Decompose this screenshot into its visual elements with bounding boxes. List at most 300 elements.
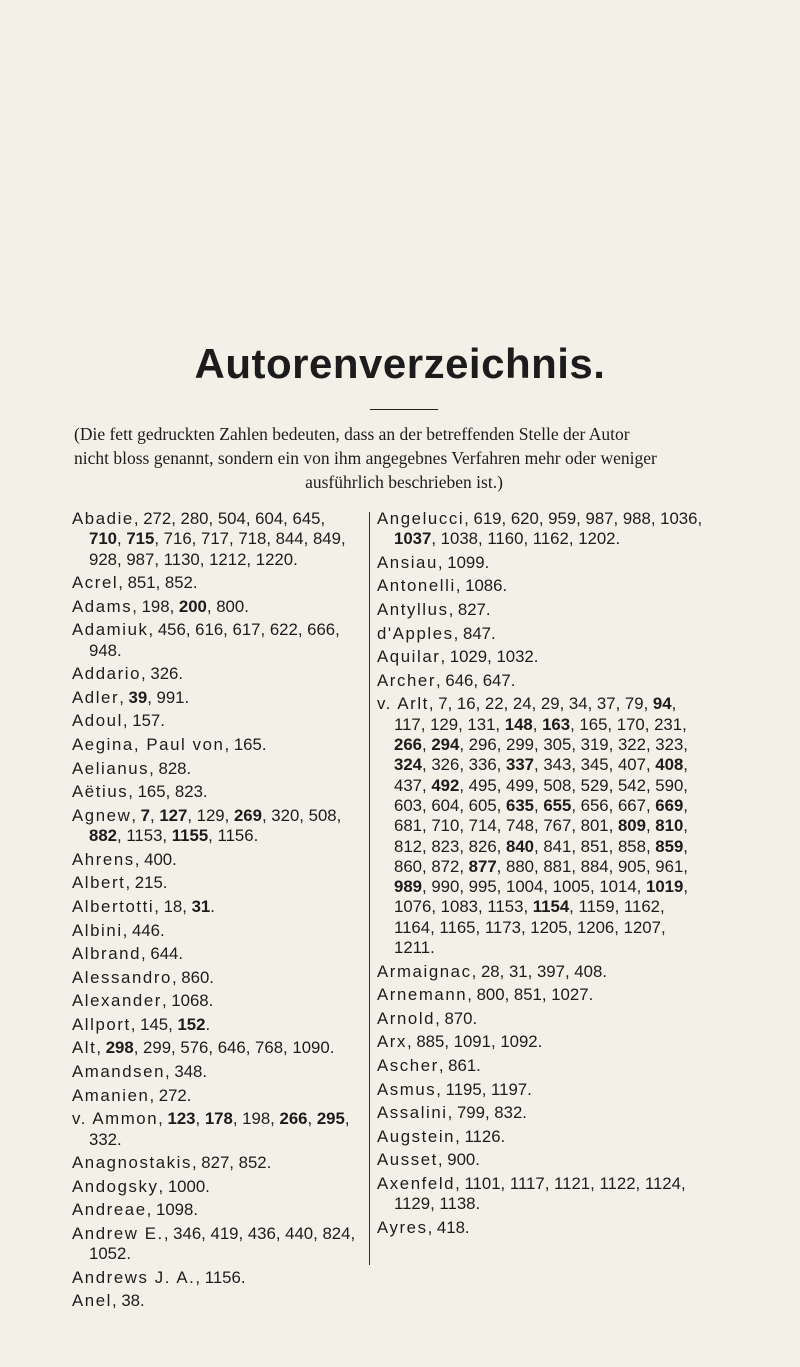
page-ref: 495 bbox=[468, 775, 497, 795]
page-ref: 129 bbox=[430, 714, 459, 734]
page-ref: 1153 bbox=[487, 897, 524, 917]
page-ref: 34 bbox=[568, 694, 588, 714]
index-entry: Amanien, 272. bbox=[72, 1085, 192, 1105]
index-entry: Adamiuk, 456, 616, 617, 622, 666, 948. bbox=[72, 620, 340, 660]
author-name: Alessandro bbox=[72, 967, 172, 987]
page-ref: 885 bbox=[416, 1032, 445, 1052]
author-name: Alexander bbox=[72, 991, 162, 1011]
page-ref: 1195 bbox=[445, 1079, 482, 1099]
page-ref-bold: 1037 bbox=[394, 529, 432, 549]
page-ref-bold: 148 bbox=[504, 714, 533, 734]
page-ref-bold: 810 bbox=[655, 816, 684, 836]
page-ref: 16 bbox=[456, 694, 476, 714]
author-name: Adoul bbox=[72, 711, 123, 731]
page-ref: 508 bbox=[543, 775, 572, 795]
page-ref: 884 bbox=[580, 856, 609, 876]
author-name: Archer bbox=[377, 670, 437, 690]
index-column-left bbox=[72, 509, 362, 1315]
page-ref: 1202 bbox=[578, 529, 616, 549]
page-ref: 117 bbox=[394, 714, 421, 734]
page-ref-bold: 152 bbox=[177, 1014, 206, 1034]
page-ref: 619 bbox=[473, 509, 502, 528]
author-name: Aquilar bbox=[377, 647, 441, 667]
page-ref: 446 bbox=[131, 920, 160, 940]
page-ref: 299 bbox=[143, 1038, 172, 1058]
page-ref: 995 bbox=[468, 877, 497, 897]
page-ref-bold: 123 bbox=[167, 1109, 196, 1129]
author-name: Assalini bbox=[377, 1103, 448, 1123]
page-ref: 800 bbox=[476, 985, 505, 1005]
author-name: Abadie bbox=[72, 509, 134, 528]
page-ref-bold: 127 bbox=[159, 805, 188, 825]
page-ref: 768 bbox=[255, 1038, 284, 1058]
page-ref-bold: 492 bbox=[431, 775, 460, 795]
page-ref: 991 bbox=[156, 687, 185, 707]
page-ref: 1027 bbox=[551, 985, 589, 1005]
page-ref: 616 bbox=[195, 620, 224, 640]
page-ref: 332 bbox=[89, 1129, 117, 1149]
index-entry: Adler, 39, 991. bbox=[72, 687, 190, 707]
index-entry: Anel, 38. bbox=[72, 1291, 145, 1311]
page-ref: 647 bbox=[482, 670, 511, 690]
page-ref: 37 bbox=[596, 694, 616, 714]
index-entry: Ansiau, 1099. bbox=[377, 552, 490, 572]
page-ref: 1156 bbox=[204, 1267, 241, 1287]
page-ref-bold: 31 bbox=[191, 896, 211, 916]
page-ref: 1206 bbox=[576, 917, 615, 937]
page-ref-bold: 266 bbox=[279, 1109, 308, 1129]
page-ref: 827 bbox=[457, 600, 486, 620]
page-ref: 990 bbox=[431, 877, 460, 897]
page-ref: 748 bbox=[505, 816, 534, 836]
page-ref: 272 bbox=[143, 509, 172, 528]
page-ref-bold: 408 bbox=[655, 755, 684, 775]
author-name: Ansiau bbox=[377, 552, 438, 572]
index-entry: Anagnostakis, 827, 852. bbox=[72, 1153, 272, 1173]
page-ref: 1162 bbox=[623, 897, 661, 917]
index-entry: Armaignac, 28, 31, 397, 408. bbox=[377, 961, 607, 981]
page-ref: 1138 bbox=[439, 1194, 476, 1214]
author-name: Adamiuk bbox=[72, 620, 149, 640]
page-ref: 326 bbox=[150, 664, 179, 684]
page-ref: 1162 bbox=[532, 529, 569, 549]
page-ref: 1036 bbox=[660, 509, 698, 528]
page-ref: 1197 bbox=[491, 1079, 528, 1099]
page-ref-bold: 294 bbox=[431, 735, 460, 755]
page-ref: 499 bbox=[505, 775, 534, 795]
page-ref: 529 bbox=[580, 775, 609, 795]
author-name: Andrews J. A. bbox=[72, 1267, 196, 1287]
page-ref: 436 bbox=[247, 1223, 276, 1243]
author-name: Amandsen bbox=[72, 1062, 166, 1082]
page-ref: 844 bbox=[275, 529, 304, 549]
page-ref-bold: 178 bbox=[204, 1109, 233, 1129]
author-name: Anel bbox=[72, 1291, 112, 1311]
page-ref: 1165 bbox=[439, 917, 476, 937]
index-entry: Addario, 326. bbox=[72, 664, 184, 684]
author-name: Ahrens bbox=[72, 849, 135, 869]
index-entry: Antyllus, 827. bbox=[377, 600, 491, 620]
page-ref: 604 bbox=[255, 509, 284, 528]
page-ref: 1121 bbox=[554, 1173, 591, 1193]
author-name: Anagnostakis bbox=[72, 1153, 192, 1173]
page-ref: 959 bbox=[548, 509, 577, 528]
page-ref: 1083 bbox=[440, 897, 479, 917]
index-entry: Angelucci, 619, 620, 959, 987, 988, 1036, 1037, 1038, 1160, 1162, 1202. bbox=[377, 509, 703, 549]
page-ref: 961 bbox=[655, 856, 684, 876]
page-ref: 165 bbox=[137, 782, 166, 802]
author-name: Arnemann bbox=[377, 985, 468, 1005]
index-entry: Adams, 198, 200, 800. bbox=[72, 596, 249, 616]
author-name: Albini bbox=[72, 920, 123, 940]
author-name: d'Apples bbox=[377, 623, 454, 643]
page-ref: 1014 bbox=[599, 877, 637, 897]
page-ref: 714 bbox=[468, 816, 497, 836]
author-name: Axenfeld bbox=[377, 1173, 456, 1193]
page-ref: 1156 bbox=[217, 826, 254, 846]
index-entry: Arnold, 870. bbox=[377, 1008, 478, 1028]
page-ref: 408 bbox=[574, 961, 603, 981]
page-ref: 987 bbox=[585, 509, 614, 528]
page-ref-bold: 635 bbox=[505, 795, 534, 815]
page-ref: 851 bbox=[580, 836, 609, 856]
page-ref: 419 bbox=[210, 1223, 239, 1243]
page-ref: 852 bbox=[164, 573, 193, 593]
title-rule bbox=[370, 409, 438, 410]
author-name: Armaignac bbox=[377, 961, 472, 981]
author-name: Adler bbox=[72, 687, 120, 707]
page-ref: 812 bbox=[394, 836, 422, 856]
page-title: Autorenverzeichnis. bbox=[194, 340, 606, 387]
page-ref: 860 bbox=[394, 856, 422, 876]
author-name: Adams bbox=[72, 596, 133, 616]
page-ref: 18 bbox=[163, 896, 183, 916]
page-ref: 198 bbox=[242, 1109, 271, 1129]
page-ref: 826 bbox=[468, 836, 497, 856]
page-ref: 1004 bbox=[505, 877, 544, 897]
page-ref: 542 bbox=[617, 775, 646, 795]
page-ref: 767 bbox=[543, 816, 572, 836]
page-ref-bold: 809 bbox=[617, 816, 646, 836]
page-ref: 165 bbox=[233, 735, 262, 755]
index-entry: Albini, 446. bbox=[72, 920, 165, 940]
page-ref: 1099 bbox=[447, 552, 485, 572]
author-name: Ausset bbox=[377, 1150, 438, 1170]
index-entry: Alexander, 1068. bbox=[72, 991, 214, 1011]
page-ref: 198 bbox=[141, 596, 170, 616]
author-name: Aegina, Paul von bbox=[72, 735, 225, 755]
author-name: Arx bbox=[377, 1032, 407, 1052]
author-name: Antyllus bbox=[377, 600, 449, 620]
page-ref: 1052 bbox=[89, 1244, 127, 1264]
page-ref: 7 bbox=[438, 694, 448, 714]
page-ref: 872 bbox=[431, 856, 460, 876]
author-name: Augstein bbox=[377, 1126, 456, 1146]
page-ref: 827 bbox=[201, 1153, 230, 1173]
author-name: Aëtius bbox=[72, 782, 129, 802]
author-name: Aelianus bbox=[72, 758, 150, 778]
page-ref: 345 bbox=[580, 755, 609, 775]
page-ref: 22 bbox=[484, 694, 504, 714]
page-ref: 1032 bbox=[496, 647, 534, 667]
page-ref: 343 bbox=[543, 755, 572, 775]
page-ref: 851 bbox=[127, 573, 156, 593]
page-ref: 1211 bbox=[394, 938, 431, 958]
page-ref: 215 bbox=[134, 873, 163, 893]
page-ref: 1098 bbox=[155, 1200, 194, 1220]
author-name: Acrel bbox=[72, 573, 119, 593]
index-entry: Aëtius, 165, 823. bbox=[72, 782, 208, 802]
index-entry: Albertotti, 18, 31. bbox=[72, 896, 215, 916]
page-ref: 1153 bbox=[126, 826, 163, 846]
page-ref: 832 bbox=[494, 1103, 523, 1123]
page-ref: 129 bbox=[196, 805, 225, 825]
index-entry: Assalini, 799, 832. bbox=[377, 1103, 527, 1123]
intro-line-2: nicht bloss genannt, sondern ein von ihm angegebnes Verfahren mehr oder weniger bbox=[74, 448, 657, 468]
page-ref: 437 bbox=[394, 775, 422, 795]
author-name: Andrew E. bbox=[72, 1223, 164, 1243]
page-ref: 31 bbox=[508, 961, 528, 981]
page-ref: 646 bbox=[445, 670, 474, 690]
page-ref: 1212 bbox=[209, 549, 247, 569]
page-ref: 928 bbox=[89, 549, 117, 569]
index-entry: Andreae, 1098. bbox=[72, 1200, 198, 1220]
page-ref: 1005 bbox=[552, 877, 590, 897]
author-name: Amanien bbox=[72, 1085, 150, 1105]
page-ref: 131 bbox=[467, 714, 496, 734]
page-ref-bold: 295 bbox=[316, 1109, 345, 1129]
author-name: Andogsky bbox=[72, 1176, 159, 1196]
page-ref-bold: 269 bbox=[233, 805, 262, 825]
author-name: Angelucci bbox=[377, 509, 465, 528]
page-ref: 605 bbox=[468, 795, 497, 815]
index-entry: Archer, 646, 647. bbox=[377, 670, 516, 690]
page-ref: 800 bbox=[216, 596, 245, 616]
index-entry: v. Ammon, 123, 178, 198, 266, 295, 332. bbox=[72, 1109, 350, 1149]
index-entry: Ausset, 900. bbox=[377, 1150, 480, 1170]
page-ref-bold: 298 bbox=[105, 1038, 134, 1058]
page-ref: 456 bbox=[157, 620, 186, 640]
page-ref: 828 bbox=[158, 758, 187, 778]
index-entry: Agnew, 7, 127, 129, 269, 320, 508, 882, 1153, 1155, 1156. bbox=[72, 805, 342, 846]
page-ref: 1122 bbox=[599, 1173, 636, 1193]
index-entry: Albrand, 644. bbox=[72, 944, 184, 964]
page-ref: 881 bbox=[543, 856, 572, 876]
page-ref: 1091 bbox=[453, 1032, 491, 1052]
index-entry: Aquilar, 1029, 1032. bbox=[377, 647, 539, 667]
page-ref: 718 bbox=[238, 529, 267, 549]
page-ref: 508 bbox=[308, 805, 337, 825]
intro-line-1: (Die fett gedruckten Zahlen bedeuten, dass an der betreffenden Stelle der Autor bbox=[74, 424, 630, 444]
index-entry: Andrews J. A., 1156. bbox=[72, 1267, 246, 1287]
page-ref: 305 bbox=[543, 735, 572, 755]
page-ref-bold: 1155 bbox=[171, 826, 209, 846]
author-name: Andreae bbox=[72, 1200, 147, 1220]
page-ref-bold: 655 bbox=[543, 795, 572, 815]
page-ref: 1130 bbox=[163, 549, 200, 569]
index-entry: Ahrens, 400. bbox=[72, 849, 177, 869]
page-ref: 710 bbox=[431, 816, 460, 836]
index-entry: Allport, 145, 152. bbox=[72, 1014, 211, 1034]
author-name: Albertotti bbox=[72, 896, 155, 916]
page-ref: 1159 bbox=[578, 897, 615, 917]
page-ref: 841 bbox=[543, 836, 572, 856]
page-ref: 603 bbox=[394, 795, 422, 815]
page-ref: 948 bbox=[89, 640, 117, 660]
index-entry: Antonelli, 1086. bbox=[377, 576, 508, 596]
page-ref: 38 bbox=[121, 1291, 140, 1311]
page-ref-bold: 1019 bbox=[646, 877, 684, 897]
page-ref: 590 bbox=[655, 775, 684, 795]
index-entry: Albert, 215. bbox=[72, 873, 168, 893]
page-ref: 322 bbox=[617, 735, 646, 755]
index-entry: Axenfeld, 1101, 1117, 1121, 1122, 1124, 1129, 1138. bbox=[377, 1173, 686, 1214]
index-entry: v. Arlt, 7, 16, 22, 24, 29, 34, 37, 79, 94, 117, 129, 131, 148, 163, 165, 170, 231, 266, 294, 296, 299, 305, 319, 322, 323, 324, 326, 336, 337, 343, 345, 407, 408, 437, 492, 495, 499, 508, 529, 542, 590, 603, 604, 605, 635, 655, 656, 667, 669, 681, 710, 714, 748, 767, 801, 809, 810, 812, 823, 826, 840, 841, 851, 858, 859, 860, 872, 877, 880, 881, 884, 905, 961, 989, 990, 995, 1004, 1005, 1014, 1019, 1076, 1083, 1153, 1154, 1159, 1162, 1164, 1165, 1173, 1205, 1206, 1207, 1211. bbox=[377, 694, 689, 958]
page-ref: 900 bbox=[447, 1150, 476, 1170]
page-ref-bold: 324 bbox=[394, 755, 422, 775]
page-ref-bold: 7 bbox=[140, 805, 150, 825]
page-ref: 644 bbox=[150, 944, 179, 964]
page-ref: 1038 bbox=[440, 529, 479, 549]
column-divider bbox=[369, 512, 370, 1265]
page-ref-bold: 715 bbox=[126, 529, 155, 549]
page-ref: 681 bbox=[394, 816, 422, 836]
page-ref: 157 bbox=[132, 711, 161, 731]
page-ref: 987 bbox=[126, 549, 155, 569]
page-ref-bold: 266 bbox=[394, 735, 422, 755]
index-entry: Arx, 885, 1091, 1092. bbox=[377, 1032, 543, 1052]
index-entry: Augstein, 1126. bbox=[377, 1126, 506, 1146]
page-ref: 620 bbox=[510, 509, 539, 528]
author-name: Addario bbox=[72, 664, 142, 684]
page-ref: 1076 bbox=[394, 897, 432, 917]
page-ref: 656 bbox=[580, 795, 609, 815]
page-ref: 1092 bbox=[500, 1032, 538, 1052]
page-ref: 397 bbox=[536, 961, 565, 981]
page-ref: 617 bbox=[232, 620, 261, 640]
page-ref: 905 bbox=[617, 856, 646, 876]
page-ref: 852 bbox=[238, 1153, 267, 1173]
page-ref: 849 bbox=[312, 529, 341, 549]
index-entry: Andrew E., 346, 419, 436, 440, 824, 1052. bbox=[72, 1223, 356, 1264]
page-ref: 323 bbox=[655, 735, 684, 755]
page-ref: 326 bbox=[431, 755, 460, 775]
page-ref: 870 bbox=[444, 1008, 473, 1028]
author-name: Antonelli bbox=[377, 576, 456, 596]
page-ref-bold: 337 bbox=[505, 755, 534, 775]
page-ref: 346 bbox=[173, 1223, 202, 1243]
index-entry: Aelianus, 828. bbox=[72, 758, 192, 778]
page-ref: 1068 bbox=[171, 991, 209, 1011]
author-name: v. Ammon bbox=[72, 1109, 159, 1129]
page-ref: 861 bbox=[448, 1055, 477, 1075]
author-name: Asmus bbox=[377, 1079, 437, 1099]
page-ref-bold: 840 bbox=[505, 836, 534, 856]
page-ref: 504 bbox=[217, 509, 246, 528]
index-entry: Abadie, 272, 280, 504, 604, 645, 710, 715, 716, 717, 718, 844, 849, 928, 987, 1130, 1212, 1220. bbox=[72, 509, 346, 569]
page-ref: 320 bbox=[271, 805, 300, 825]
page-ref: 824 bbox=[322, 1223, 351, 1243]
page-ref-bold: 859 bbox=[655, 836, 684, 856]
index-entry: Arnemann, 800, 851, 1027. bbox=[377, 985, 594, 1005]
page-ref: 348 bbox=[174, 1062, 203, 1082]
page-ref: 296 bbox=[468, 735, 497, 755]
index-entry: Alt, 298, 299, 576, 646, 768, 1090. bbox=[72, 1038, 335, 1058]
page-ref: 1129 bbox=[394, 1194, 431, 1214]
index-entry: Aegina, Paul von, 165. bbox=[72, 735, 267, 755]
page-ref: 880 bbox=[505, 856, 534, 876]
page-ref: 1220 bbox=[255, 549, 294, 569]
intro-note bbox=[74, 422, 734, 494]
index-entry: Acrel, 851, 852. bbox=[72, 573, 198, 593]
page-ref-bold: 1154 bbox=[532, 897, 570, 917]
page-ref: 1086 bbox=[465, 576, 503, 596]
page-ref: 145 bbox=[140, 1014, 169, 1034]
index-entry: Adoul, 157. bbox=[72, 711, 165, 731]
page-ref: 1126 bbox=[464, 1126, 501, 1146]
index-entry: Andogsky, 1000. bbox=[72, 1176, 210, 1196]
page-ref: 860 bbox=[181, 967, 210, 987]
page-ref: 799 bbox=[456, 1103, 485, 1123]
page-ref-bold: 200 bbox=[178, 596, 207, 616]
page-ref: 1124 bbox=[644, 1173, 681, 1193]
author-name: Arnold bbox=[377, 1008, 436, 1028]
page-ref: 847 bbox=[462, 623, 491, 643]
page-ref: 622 bbox=[269, 620, 298, 640]
page-ref: 988 bbox=[622, 509, 651, 528]
author-name: Albert bbox=[72, 873, 126, 893]
author-name: Allport bbox=[72, 1014, 131, 1034]
page-ref: 823 bbox=[174, 782, 203, 802]
page-ref: 336 bbox=[468, 755, 497, 775]
index-entry: d'Apples, 847. bbox=[377, 623, 496, 643]
page-ref: 231 bbox=[654, 714, 683, 734]
page-ref: 645 bbox=[292, 509, 321, 528]
page-ref: 299 bbox=[505, 735, 534, 755]
author-name: Albrand bbox=[72, 944, 142, 964]
page-ref: 604 bbox=[431, 795, 460, 815]
page-ref: 24 bbox=[512, 694, 532, 714]
page-ref: 319 bbox=[580, 735, 609, 755]
page-ref: 666 bbox=[307, 620, 336, 640]
page-ref-bold: 877 bbox=[468, 856, 497, 876]
author-name: Agnew bbox=[72, 805, 132, 825]
page-ref: 170 bbox=[616, 714, 645, 734]
page-ref: 1164 bbox=[394, 917, 431, 937]
page-ref: 1173 bbox=[484, 917, 521, 937]
page-ref: 29 bbox=[540, 694, 560, 714]
page-ref-bold: 989 bbox=[394, 877, 422, 897]
page-ref: 823 bbox=[431, 836, 460, 856]
page-ref: 851 bbox=[513, 985, 542, 1005]
page-ref: 1000 bbox=[167, 1176, 206, 1196]
page-ref: 1160 bbox=[487, 529, 524, 549]
page-ref: 165 bbox=[579, 714, 608, 734]
page-ref: 1205 bbox=[530, 917, 568, 937]
page-ref: 858 bbox=[617, 836, 646, 856]
page-ref-bold: 669 bbox=[655, 795, 684, 815]
page-ref: 400 bbox=[144, 849, 173, 869]
page-ref: 1207 bbox=[623, 917, 661, 937]
page-ref: 646 bbox=[217, 1038, 246, 1058]
page-ref-bold: 39 bbox=[128, 687, 148, 707]
index-entry: Ascher, 861. bbox=[377, 1055, 481, 1075]
page-ref: 1090 bbox=[292, 1038, 330, 1058]
author-name: v. Arlt bbox=[377, 694, 429, 714]
page-ref: 1101 bbox=[464, 1173, 501, 1193]
author-name: Ayres bbox=[377, 1217, 428, 1237]
page-ref-bold: 163 bbox=[542, 714, 571, 734]
